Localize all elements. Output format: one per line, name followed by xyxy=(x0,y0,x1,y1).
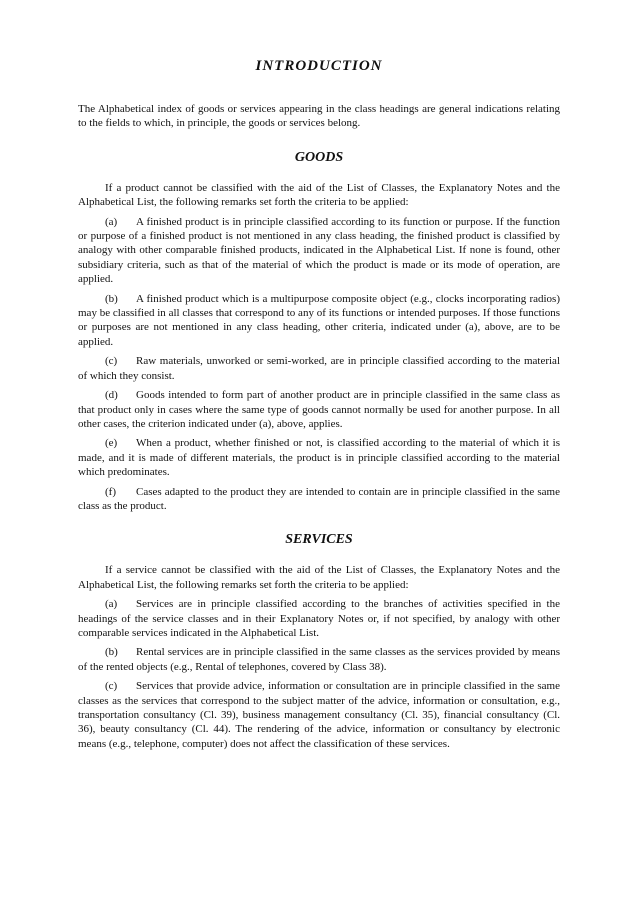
item-marker: (e) xyxy=(105,437,118,450)
item-text: When a product, whether finished or not, is classified according to the material of which it is made, and it is made of different materials, the product is in principle classified according to the material which predominates. xyxy=(78,437,560,479)
goods-heading: GOODS xyxy=(294,149,344,165)
document-page xyxy=(78,56,560,756)
item-text: Goods intended to form part of another product are in principle classified in the same class as that product only in cases where the same type of goods cannot normally be used for another purpose. In all other cases, the criterion indicated under (a), above, applies. xyxy=(78,389,560,430)
item-marker: (a) xyxy=(105,215,118,228)
item-marker: (d) xyxy=(105,389,118,402)
goods-item-c xyxy=(78,354,560,383)
item-marker: (a) xyxy=(105,598,118,611)
services-lead-paragraph: If a service cannot be classified with the aid of the List of Classes, the Explanatory Notes and the Alphabetical List, the following remarks set forth the criteria to be applied: xyxy=(78,564,560,591)
item-text: Services that provide advice, information or consultation are in principle classified in the same classes as the services that correspond to the subject matter of the advice, information or consultation, e.g., transportation consultancy (Cl. 39), business management consultancy (Cl. 35), financial consultancy (Cl. 36), beauty consultancy (Cl. 44). The rendering of the advice, information or consultancy by electronic means (e.g., telephone, computer) does not affect the classification of these services. xyxy=(78,680,560,750)
item-text: Cases adapted to the product they are intended to contain are in principle classified in the same class as the product. xyxy=(78,485,560,512)
services-item-c xyxy=(78,679,560,751)
intro-paragraph: The Alphabetical index of goods or services appearing in the class headings are general indications relating to the fields to which, in principle, the goods or services belong. xyxy=(78,103,560,130)
item-marker: (c) xyxy=(105,355,118,368)
services-item-b xyxy=(78,645,560,674)
page-title: INTRODUCTION xyxy=(255,58,383,74)
goods-item-d xyxy=(78,388,560,431)
goods-item-e xyxy=(78,436,560,479)
item-text: Services are in principle classified according to the branches of activities specified in the headings of the service classes and in their Explanatory Notes or, if not specified, by analogy with other comparable services indicated in the Alphabetical List. xyxy=(78,598,560,639)
goods-item-a xyxy=(78,215,560,287)
item-marker: (b) xyxy=(105,646,118,659)
item-marker: (c) xyxy=(105,680,118,693)
goods-item-b xyxy=(78,292,560,350)
item-text: Raw materials, unworked or semi-worked, are in principle classified according to the material of which they consist. xyxy=(78,355,560,382)
goods-item-f xyxy=(78,485,560,514)
services-item-a xyxy=(78,597,560,640)
item-marker: (f) xyxy=(105,485,116,498)
services-heading: SERVICES xyxy=(285,532,353,548)
item-text: A finished product which is a multipurpose composite object (e.g., clocks incorporating radios) may be classified in all classes that correspond to any of its functions or intended purposes. If those functions or purposes are not mentioned in any class heading, other criteria, indicated under (a), above, are to be applied. xyxy=(78,292,560,348)
goods-lead-paragraph: If a product cannot be classified with the aid of the List of Classes, the Explanatory Notes and the Alphabetical List, the following remarks set forth the criteria to be applied: xyxy=(78,181,560,209)
item-text: A finished product is in principle classified according to its function or purpose. If the function or purpose of a finished product is not mentioned in any class heading, the finished product is classified by analogy with other comparable finished products, indicated in the Alphabetical List. If none is found, other subsidiary criteria, such as that of the material of which the product is made or its mode of operation, are applied. xyxy=(78,215,560,286)
item-marker: (b) xyxy=(105,292,118,305)
item-text: Rental services are in principle classified in the same classes as the services provided by means of the rented objects (e.g., Rental of telephones, covered by Class 38). xyxy=(78,646,560,673)
